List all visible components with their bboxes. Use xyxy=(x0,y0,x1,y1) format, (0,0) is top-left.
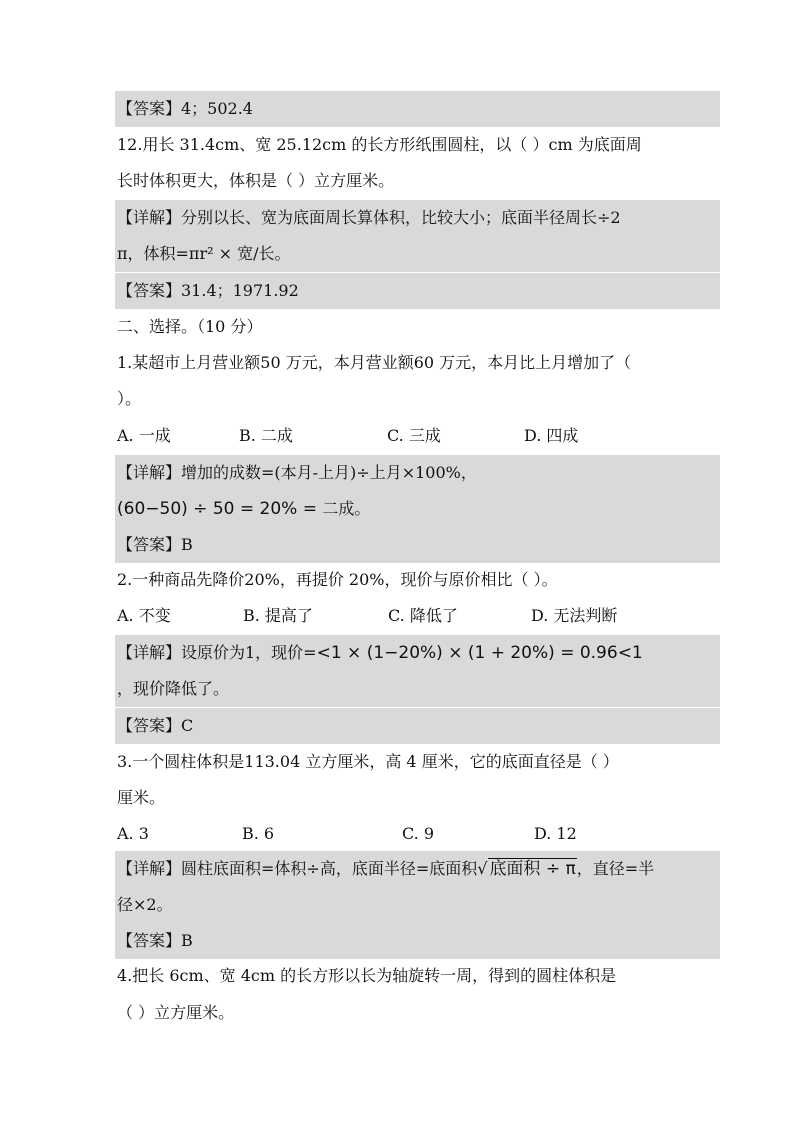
question-1-line-2: ）。 xyxy=(117,389,142,408)
explanation-2-line-1 xyxy=(115,635,720,671)
explanation-1-line-2 xyxy=(115,491,720,527)
question-3-line-1: 3.一个圆柱体积是113.04 立方厘米，高 4 厘米，它的底面直径是（ ） xyxy=(117,752,619,771)
explanation-3-sqrt: 底面积 ÷ π xyxy=(489,859,576,879)
q1-option-b: B. 二成 xyxy=(239,426,293,445)
question-4-line-2: （ ）立方厘米。 xyxy=(117,1003,235,1022)
q2-option-c: C. 降低了 xyxy=(388,606,458,625)
question-3-options xyxy=(117,816,720,852)
answer-3: 【答案】B xyxy=(115,923,720,959)
q3-option-b: B. 6 xyxy=(242,824,275,843)
q3-option-d: D. 12 xyxy=(534,824,577,843)
explanation-1-result: 二成。 xyxy=(322,499,371,518)
explanation-2-text: 【详解】设原价为1，现价= xyxy=(117,643,317,662)
question-3-line-2: 厘米。 xyxy=(117,788,166,807)
q2-option-b: B. 提高了 xyxy=(243,606,313,625)
q1-option-d: D. 四成 xyxy=(524,426,579,445)
explanation-12-line-2: π，体积=πr² × 宽/长。 xyxy=(115,236,720,272)
explanation-2-formula: <1 × (1−20%) × (1 + 20%) = 0.96<1 xyxy=(316,643,643,663)
q3-option-c: C. 9 xyxy=(402,824,435,843)
q3-option-a: A. 3 xyxy=(117,824,149,843)
section-2-heading: 二、选择。（10 分） xyxy=(117,317,263,336)
question-2-options xyxy=(117,598,720,634)
question-4-line-1: 4.把长 6cm、宽 4cm 的长方形以长为轴旋转一周，得到的圆柱体积是 xyxy=(117,966,617,985)
question-12-line-2: 长时体积更大，体积是（ ）立方厘米。 xyxy=(117,171,395,190)
square-root-icon: √ xyxy=(477,859,488,878)
explanation-1-line-1: 【详解】增加的成数=(本月-上月)÷上月×100%， xyxy=(115,455,720,491)
q2-option-d: D. 无法判断 xyxy=(531,606,618,625)
answer-12: 【答案】31.4；1971.92 xyxy=(115,273,720,309)
q1-option-a: A. 一成 xyxy=(117,426,171,445)
explanation-3-line-1 xyxy=(115,851,720,887)
answer-2: 【答案】C xyxy=(115,708,720,744)
question-1-options xyxy=(117,418,720,454)
question-12-line-1: 12.用长 31.4cm、宽 25.12cm 的长方形纸围圆柱，以（ ）cm 为底面周 xyxy=(117,135,642,154)
explanation-1-formula: (60−50) ÷ 50 = 20% = xyxy=(117,499,323,519)
explanation-3-pre: 【详解】圆柱底面积=体积÷高，底面半径=底面积 xyxy=(117,859,478,878)
question-1-line-1: 1.某超市上月营业额50 万元，本月营业额60 万元，本月比上月增加了（ xyxy=(117,353,632,372)
explanation-3-line-2: 径×2。 xyxy=(115,887,720,923)
question-2-line-1: 2.一种商品先降价20%，再提价 20%，现价与原价相比（ ）。 xyxy=(117,570,558,589)
explanation-3-post: ，直径=半 xyxy=(576,859,655,878)
explanation-12-line-1: 【详解】分别以长、宽为底面周长算体积，比较大小；底面半径周长÷2 xyxy=(115,200,720,236)
q1-option-c: C. 三成 xyxy=(387,426,441,445)
q2-option-a: A. 不变 xyxy=(117,606,171,625)
explanation-2-line-2: ，现价降低了。 xyxy=(115,671,720,707)
answer-11: 【答案】4；502.4 xyxy=(115,91,720,127)
answer-1: 【答案】B xyxy=(115,527,720,563)
